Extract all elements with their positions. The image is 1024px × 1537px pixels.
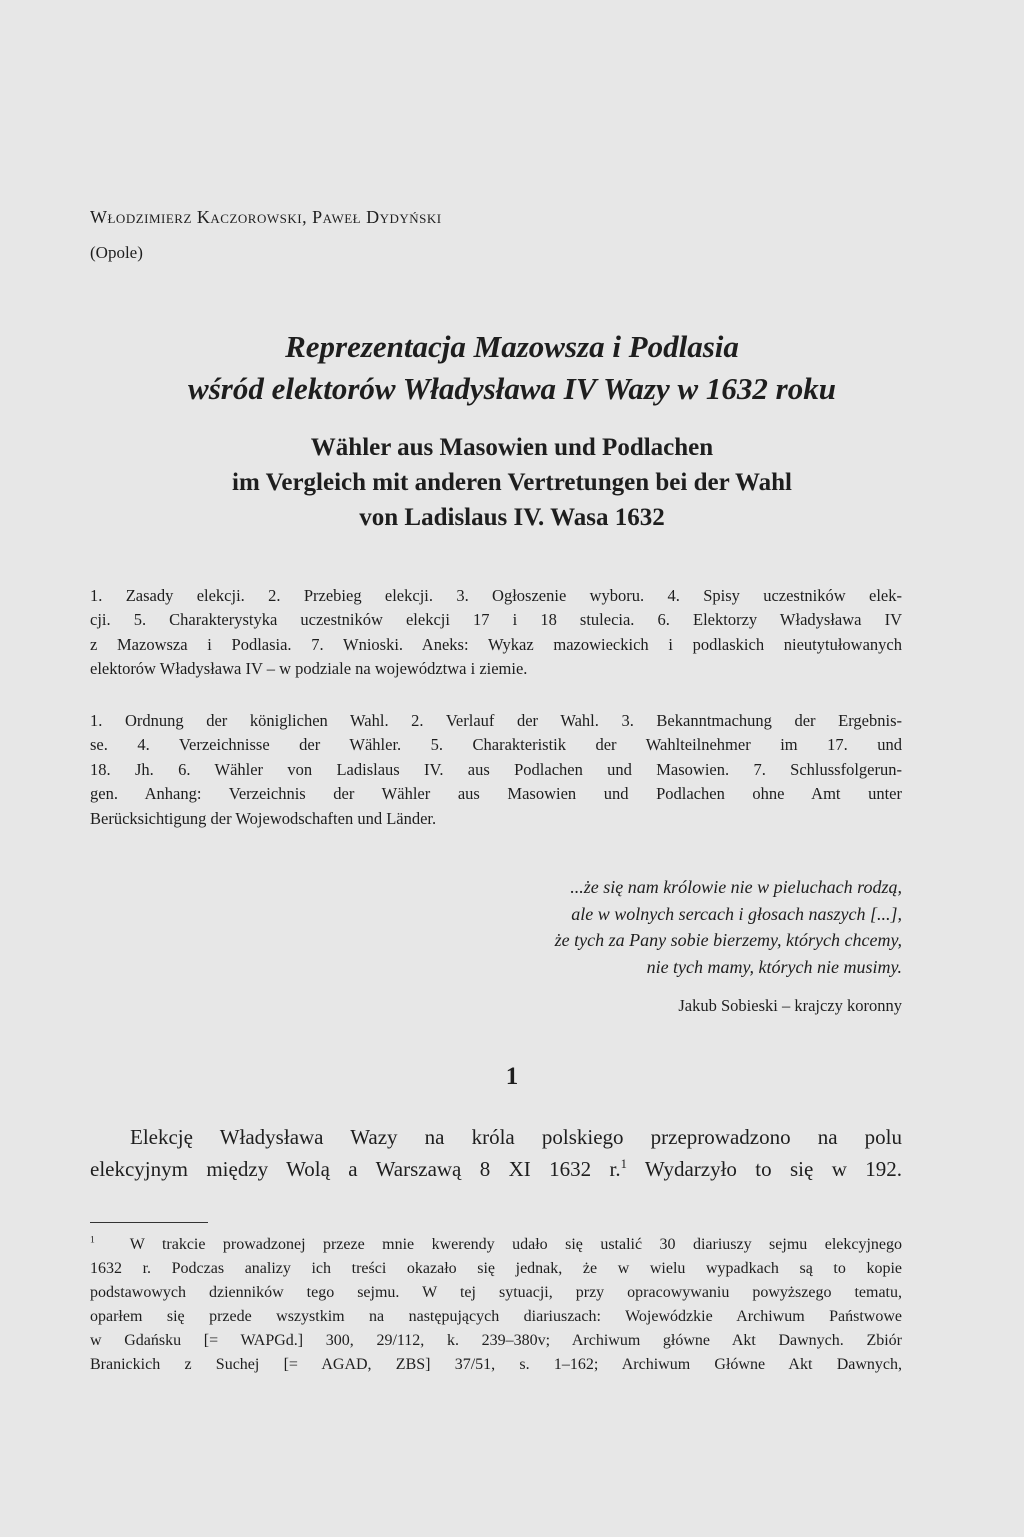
title-german-line-2: im Vergleich mit anderen Vertretungen bei der Wahl xyxy=(232,469,792,496)
footnote-marker: 1 xyxy=(90,1234,95,1246)
abstract-polish-line: 1. Zasady elekcji. 2. Przebieg elekcji. 3. Ogłoszenie wyboru. 4. Spisy uczestników elek- xyxy=(90,586,902,605)
abstract-german-line: Berücksichtigung der Wojewodschaften und Länder. xyxy=(90,808,437,828)
abstract-german-line: se. 4. Verzeichnisse der Wähler. 5. Charakteristik der Wahlteilnehmer im 17. und xyxy=(90,735,902,755)
epigraph-author: Jakub Sobieski – krajczy koronny xyxy=(678,996,902,1015)
abstract-polish-line: z Mazowsza i Podlasia. 7. Wnioski. Aneks: Wykaz mazowieckich i podlaskich nieutytułowanych xyxy=(90,634,902,654)
footnote-line: 1632 r. Podczas analizy ich treści okazało się jednak, że w wielu wypadkach są to kopie xyxy=(90,1260,902,1277)
abstract-german xyxy=(90,709,902,831)
footnote-line: w Gdańsku [= WAPGd.] 300, 29/112, k. 239–380v; Archiwum główne Akt Dawnych. Zbiór xyxy=(90,1332,902,1349)
footnote-reference[interactable]: 1 xyxy=(620,1157,627,1171)
epigraph-line: ...że się nam królowie nie w pieluchach rodzą, xyxy=(570,877,902,897)
body-line-text: Elekcję Władysława Wazy na króla polskiego przeprowadzono na polu xyxy=(130,1125,902,1149)
title-polish xyxy=(60,326,964,410)
abstract-polish-line: cji. 5. Charakterystyka uczestników elekcji 17 i 18 stulecia. 6. Elektorzy Władysława IV xyxy=(90,610,902,630)
title-german xyxy=(60,430,964,535)
title-german-line-1: Wähler aus Masowien und Podlachen xyxy=(310,434,714,461)
section-number: 1 xyxy=(505,1063,519,1090)
epigraph-line: ale w wolnych sercach i głosach naszych [...], xyxy=(571,903,902,924)
abstract-german-line: 1. Ordnung der königlichen Wahl. 2. Verlauf der Wahl. 3. Bekanntmachung der Ergebnis- xyxy=(90,711,902,730)
abstract-german-line: gen. Anhang: Verzeichnis der Wähler aus Masowien und Podlachen ohne Amt unter xyxy=(90,784,902,804)
footnote-divider xyxy=(90,1222,208,1223)
abstract-german-line: 18. Jh. 6. Wähler von Ladislaus IV. aus Podlachen und Masowien. 7. Schlussfolgerun- xyxy=(90,759,902,779)
body-line-text: Wydarzyło to się w 192. xyxy=(626,1157,902,1181)
title-german-line-3: von Ladislaus IV. Wasa 1632 xyxy=(359,504,665,531)
body-paragraph xyxy=(90,1121,902,1185)
footnote-line: Branickich z Suchej [= AGAD, ZBS] 37/51, s. 1–162; Archiwum Główne Akt Dawnych, xyxy=(90,1356,902,1373)
body-line xyxy=(90,1121,902,1153)
epigraph-line: nie tych mamy, których nie musimy. xyxy=(646,956,902,977)
body-line xyxy=(90,1153,902,1185)
abstract-polish xyxy=(90,584,902,682)
title-polish-line-1: Reprezentacja Mazowsza i Podlasia xyxy=(285,329,739,364)
epigraph-line: że tych za Pany sobie bierzemy, których chcemy, xyxy=(554,930,902,950)
footnote-line: podstawowych dzienników tego sejmu. W tej sytuacji, przy opracowywaniu powyższego tematu, xyxy=(90,1284,902,1301)
footnote-line xyxy=(90,1233,902,1257)
footnote xyxy=(90,1233,902,1377)
footnote-line: oparłem się przede wszystkim na następujących diariuszach: Wojewódzkie Archiwum Państwowe xyxy=(90,1308,902,1325)
epigraph xyxy=(262,874,902,980)
affiliation: (Opole) xyxy=(90,243,143,262)
body-line-text: elekcyjnym między Wolą a Warszawą 8 XI 1632 r. xyxy=(90,1157,621,1181)
abstract-polish-line: elektorów Władysława IV – w podziale na województwa i ziemie. xyxy=(90,659,528,679)
authors: Włodzimierz Kaczorowski, Paweł Dydyński xyxy=(90,207,442,227)
footnote-line-text: W trakcie prowadzonej przeze mnie kwerendy udało się ustalić 30 diariuszy sejmu elekcyjnego xyxy=(129,1236,903,1253)
title-polish-line-2: wśród elektorów Władysława IV Wazy w 1632 roku xyxy=(188,371,836,406)
